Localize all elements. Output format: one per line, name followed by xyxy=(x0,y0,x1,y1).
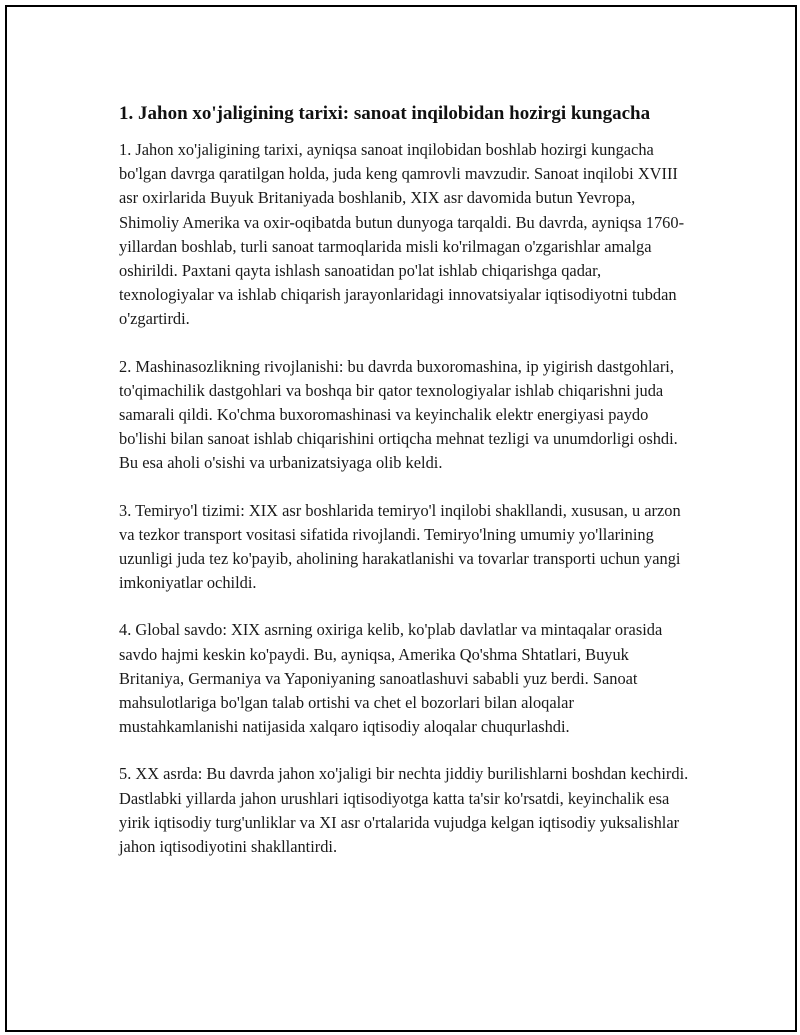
paragraph-twentieth-century: 5. XX asrda: Bu davrda jahon xo'jaligi bir nechta jiddiy burilishlarni boshdan kechirdi. Dastlabki yillarda jahon urushlari iqtisodiyotga katta ta'sir ko'rsatdi, keyinchalik esa yirik iqtisodiy turg'unliklar va XI asr o'rtalarida vujudga kelgan iqtisodiy yuksalishlar jahon iqtisodiyotini shakllantirdi. xyxy=(119,764,689,857)
document-title: 1. Jahon xo'jaligining tarixi: sanoat inqilobidan hozirgi kungacha xyxy=(119,103,651,124)
paragraph-global-trade: 4. Global savdo: XIX asrning oxiriga kelib, ko'plab davlatlar va mintaqalar orasida savdo hajmi keskin ko'paydi. Bu, ayniqsa, Amerika Qo'shma Shtatlari, Buyuk Britaniya, Germaniya va Yaponiyaning sanoatlashuvi sababli yuz berdi. Sanoat mahsulotlariga bo'lgan talab ortishi va chet el bozorlari bilan aloqalar mustahkamlanishi natijasida xalqaro iqtisodiy aloqalar chuqurlashdi. xyxy=(119,620,663,737)
paragraph-railway-system: 3. Temiryo'l tizimi: XIX asr boshlarida temiryo'l inqilobi shakllandi, xususan, u arzon va tezkor transport vositasi sifatida rivojlandi. Temiryo'lning umumiy yo'llarining uzunligi juda tez ko'payib, aholining harakatlanishi va tovarlar transporti uchun yangi imkoniyatlar ochildi. xyxy=(119,500,681,593)
page-border xyxy=(5,5,797,1032)
paragraph-industrial-revolution: 1. Jahon xo'jaligining tarixi, ayniqsa sanoat inqilobidan boshlab hozirgi kungacha bo'lgan davrga qaratilgan holda, juda keng qamrovli mavzudir. Sanoat inqilobi XVIII asr oxirlarida Buyuk Britaniyada boshlanib, XIX asr davomida butun Yevropa, Shimoliy Amerika va oxir-oqibatda butun dunyoga tarqaldi. Bu davrda, ayniqsa 1760-yillardan boshlab, turli sanoat tarmoqlarida misli ko'rilmagan o'zgarishlar amalga oshirildi. Paxtani qayta ishlash sanoatidan po'lat ishlab chiqarishga qadar, texnologiyalar va ishlab chiqarish jarayonlaridagi innovatsiyalar iqtisodiyotni tubdan o'zgartirdi. xyxy=(119,140,685,329)
document-body xyxy=(119,99,689,882)
paragraph-machine-building: 2. Mashinasozlikning rivojlanishi: bu davrda buxoromashina, ip yigirish dastgohlari, to'qimachilik dastgohlari va boshqa bir qator texnologiyalar ishlab chiqarishni juda samarali qildi. Ko'chma buxoromashinasi va keyinchalik elektr energiyasi paydo bo'lishi bilan sanoat ishlab chiqarishini ortiqcha mehnat tezligi va unumdorligi oshdi. Bu esa aholi o'sishi va urbanizatsiyaga olib keldi. xyxy=(119,356,678,473)
